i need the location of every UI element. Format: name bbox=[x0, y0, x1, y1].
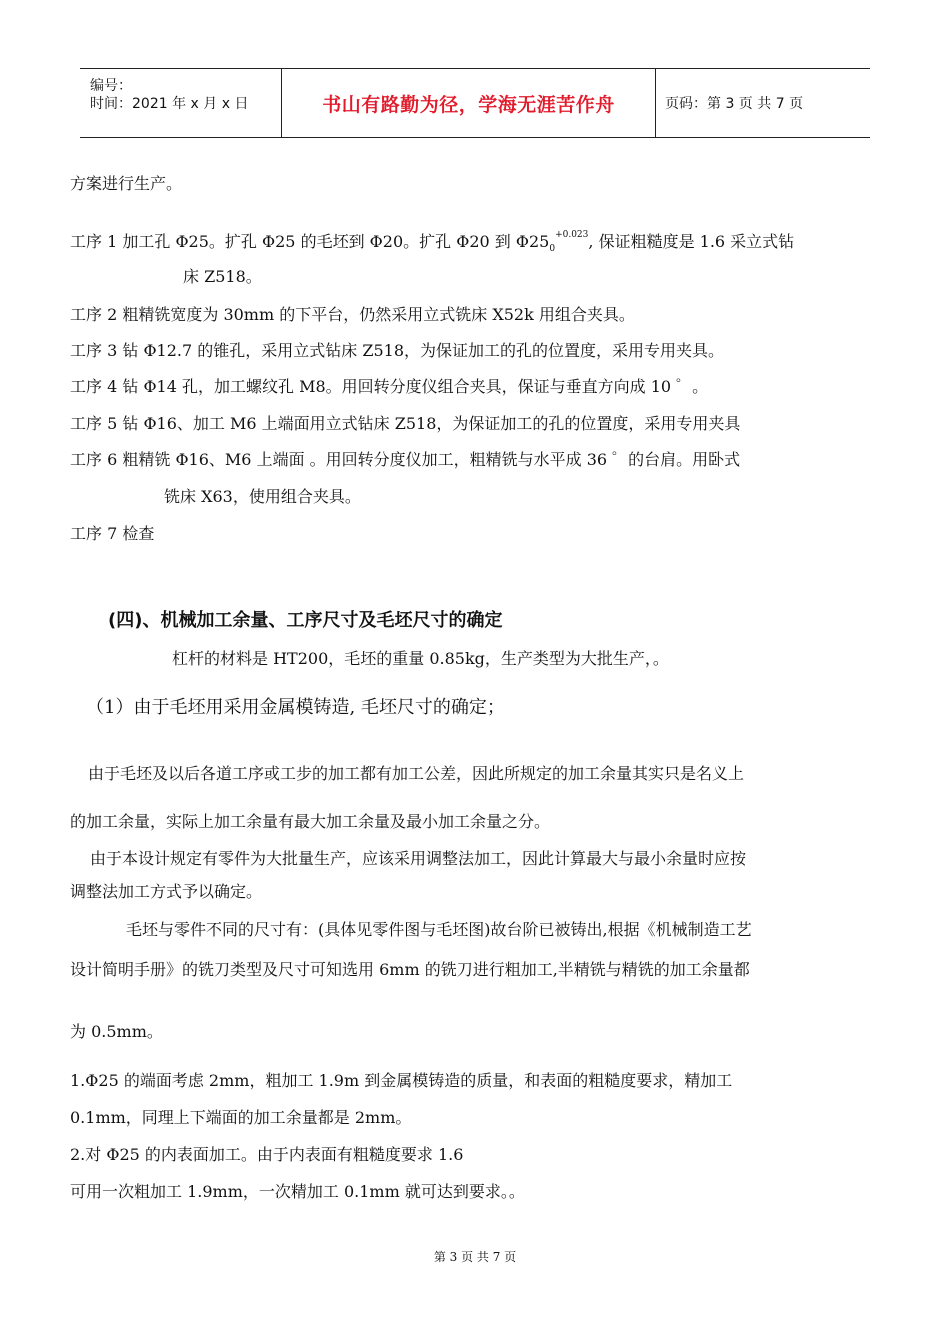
step1-text-a: 工序 1 加工孔 Φ25。扩孔 Φ25 的毛坯到 Φ20。扩孔 Φ20 到 Φ25 bbox=[70, 232, 550, 251]
page-info: 页码：第 3 页 共 7 页 bbox=[665, 96, 804, 112]
para2-line-a: 由于本设计规定有零件为大批量生产，应该采用调整法加工，因此计算最大与最小余量时应按 bbox=[90, 849, 747, 868]
item1-title: （1）由于毛坯用采用金属模铸造, 毛坯尺寸的确定； bbox=[86, 697, 505, 718]
page-footer: 第 3 页 共 7 页 bbox=[433, 1250, 517, 1264]
step1-line bbox=[70, 230, 795, 255]
para2-line-b: 调整法加工方式予以确定。 bbox=[70, 882, 263, 901]
step6-line-cont: 铣床 X63，使用组合夹具。 bbox=[164, 487, 361, 506]
step2-line: 工序 2 粗精铣宽度为 30mm 的下平台，仍然采用立式铣床 X52k 用组合夹具。 bbox=[70, 305, 635, 324]
para1-line-b: 的加工余量，实际上加工余量有最大加工余量及最小加工余量之分。 bbox=[70, 812, 551, 831]
point2-line-a: 2.对 Φ25 的内表面加工。由于内表面有粗糙度要求 1.6 bbox=[70, 1145, 464, 1164]
step6-line: 工序 6 粗精铣 Φ16、M6 上端面 。用回转分度仪加工，粗精铣与水平成 36 ゜的台肩。用卧式 bbox=[70, 450, 741, 469]
step1-text-b: , 保证粗糙度是 1.6 采立式钻 bbox=[588, 232, 795, 251]
header-table bbox=[80, 68, 870, 138]
material-line: 杠杆的材料是 HT200，毛坯的重量 0.85kg，生产类型为大批生产，。 bbox=[172, 649, 669, 668]
point1-line-b: 0.1mm，同理上下端面的加工余量都是 2mm。 bbox=[70, 1108, 412, 1127]
step1-superscript: +0.023 bbox=[555, 230, 589, 240]
serial-label: 编号： bbox=[90, 78, 132, 94]
step4-line: 工序 4 钻 Φ14 孔，加工螺纹孔 M8。用回转分度仪组合夹具，保证与垂直方向成 10 ゜。 bbox=[70, 377, 709, 396]
step1-line-cont: 床 Z518。 bbox=[183, 267, 262, 286]
point2-line-b: 可用一次粗加工 1.9mm，一次精加工 0.1mm 就可达到要求。。 bbox=[70, 1182, 525, 1201]
para3-line-b: 设计简明手册》的铣刀类型及尺寸可知选用 6mm 的铣刀进行粗加工,半精铣与精铣的加工余量都 bbox=[70, 960, 750, 979]
date-label: 时间：2021 年 x 月 x 日 bbox=[90, 96, 249, 112]
section-heading: (四)、机械加工余量、工序尺寸及毛坯尺寸的确定 bbox=[108, 610, 503, 631]
header-middle-cell bbox=[281, 69, 656, 137]
intro-line: 方案进行生产。 bbox=[70, 174, 183, 193]
step3-line: 工序 3 钻 Φ12.7 的锥孔，采用立式钻床 Z518，为保证加工的孔的位置度，采用专用夹具。 bbox=[70, 341, 725, 360]
para3-line-c: 为 0.5mm。 bbox=[70, 1022, 163, 1041]
header-motto: 书山有路勤为径，学海无涯苦作舟 bbox=[322, 93, 615, 116]
step5-line: 工序 5 钻 Φ16、加工 M6 上端面用立式钻床 Z518，为保证加工的孔的位置度，采用专用夹具 bbox=[70, 414, 741, 433]
header-left-cell bbox=[80, 69, 280, 137]
para3-line-a: 毛坯与零件不同的尺寸有：(具体见零件图与毛坯图)故台阶已被铸出,根据《机械制造工艺 bbox=[126, 920, 752, 939]
header-right-cell bbox=[655, 69, 870, 137]
para1-line-a: 由于毛坯及以后各道工序或工步的加工都有加工公差，因此所规定的加工余量其实只是名义上 bbox=[88, 764, 745, 783]
step1-subscript: 0 bbox=[549, 244, 556, 255]
point1-line-a: 1.Φ25 的端面考虑 2mm，粗加工 1.9m 到金属模铸造的质量，和表面的粗糙度要求，精加工 bbox=[70, 1071, 733, 1090]
step7-line: 工序 7 检查 bbox=[70, 524, 155, 543]
